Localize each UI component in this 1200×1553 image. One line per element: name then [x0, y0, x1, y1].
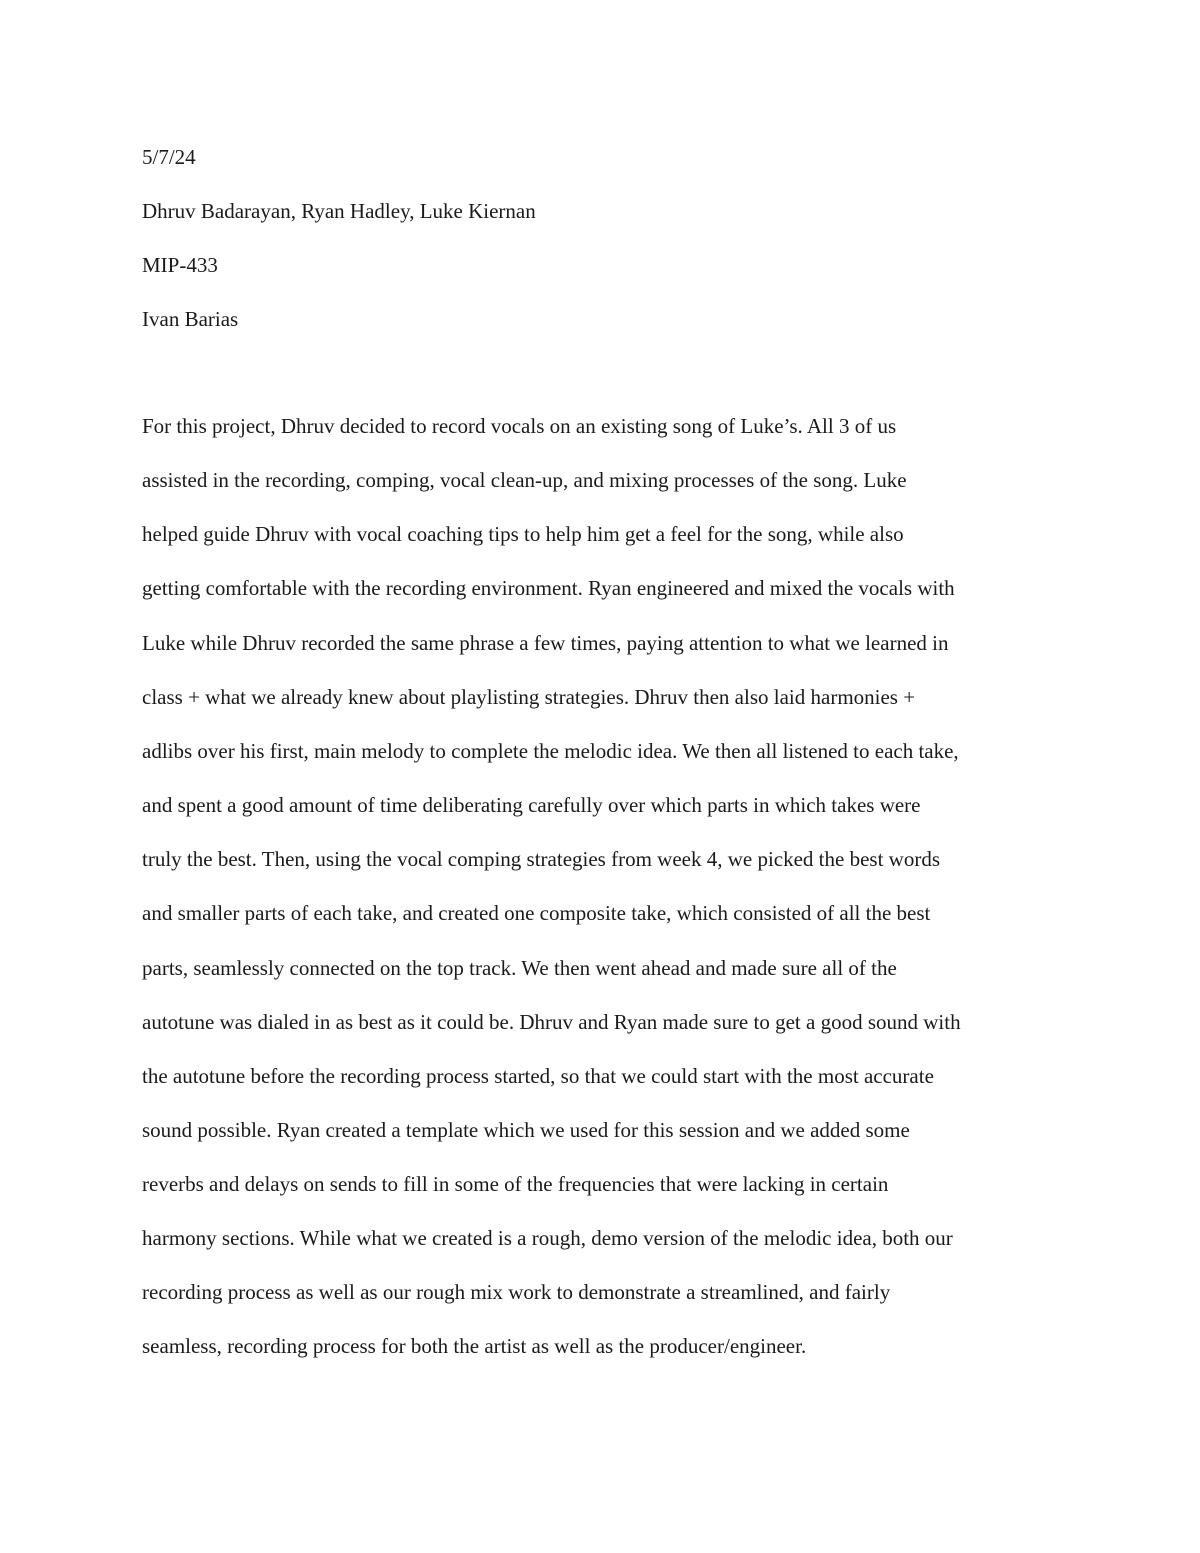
- body-line: helped guide Dhruv with vocal coaching tips to help him get a feel for the song, while also: [142, 522, 904, 546]
- body-line: getting comfortable with the recording environment. Ryan engineered and mixed the vocals with: [142, 576, 955, 600]
- instructor-line: Ivan Barias: [142, 307, 239, 331]
- body-line: reverbs and delays on sends to fill in some of the frequencies that were lacking in certain: [142, 1172, 889, 1196]
- body-line: seamless, recording process for both the artist as well as the producer/engineer.: [142, 1334, 807, 1358]
- body-line: adlibs over his first, main melody to complete the melodic idea. We then all listened to each take,: [142, 739, 959, 763]
- body-line: Luke while Dhruv recorded the same phrase a few times, paying attention to what we learned in: [142, 631, 949, 655]
- body-line: and smaller parts of each take, and created one composite take, which consisted of all the best: [142, 901, 931, 925]
- body-line: For this project, Dhruv decided to record vocals on an existing song of Luke’s. All 3 of us: [142, 414, 897, 438]
- body-line: assisted in the recording, comping, vocal clean-up, and mixing processes of the song. Luke: [142, 468, 907, 492]
- body-line: truly the best. Then, using the vocal comping strategies from week 4, we picked the best words: [142, 847, 940, 871]
- body-line: autotune was dialed in as best as it could be. Dhruv and Ryan made sure to get a good sound with: [142, 1010, 961, 1034]
- body-line: and spent a good amount of time deliberating carefully over which parts in which takes were: [142, 793, 921, 817]
- authors-line: Dhruv Badarayan, Ryan Hadley, Luke Kiernan: [142, 199, 536, 223]
- body-line: the autotune before the recording process started, so that we could start with the most accurate: [142, 1064, 934, 1088]
- body-line: parts, seamlessly connected on the top track. We then went ahead and made sure all of the: [142, 956, 897, 980]
- body-line: sound possible. Ryan created a template which we used for this session and we added some: [142, 1118, 910, 1142]
- date-line: 5/7/24: [142, 145, 196, 169]
- course-line: MIP-433: [142, 253, 218, 277]
- body-line: harmony sections. While what we created is a rough, demo version of the melodic idea, both our: [142, 1226, 953, 1250]
- body-line: class + what we already knew about playlisting strategies. Dhruv then also laid harmonies +: [142, 685, 916, 709]
- body-line: recording process as well as our rough mix work to demonstrate a streamlined, and fairly: [142, 1280, 891, 1304]
